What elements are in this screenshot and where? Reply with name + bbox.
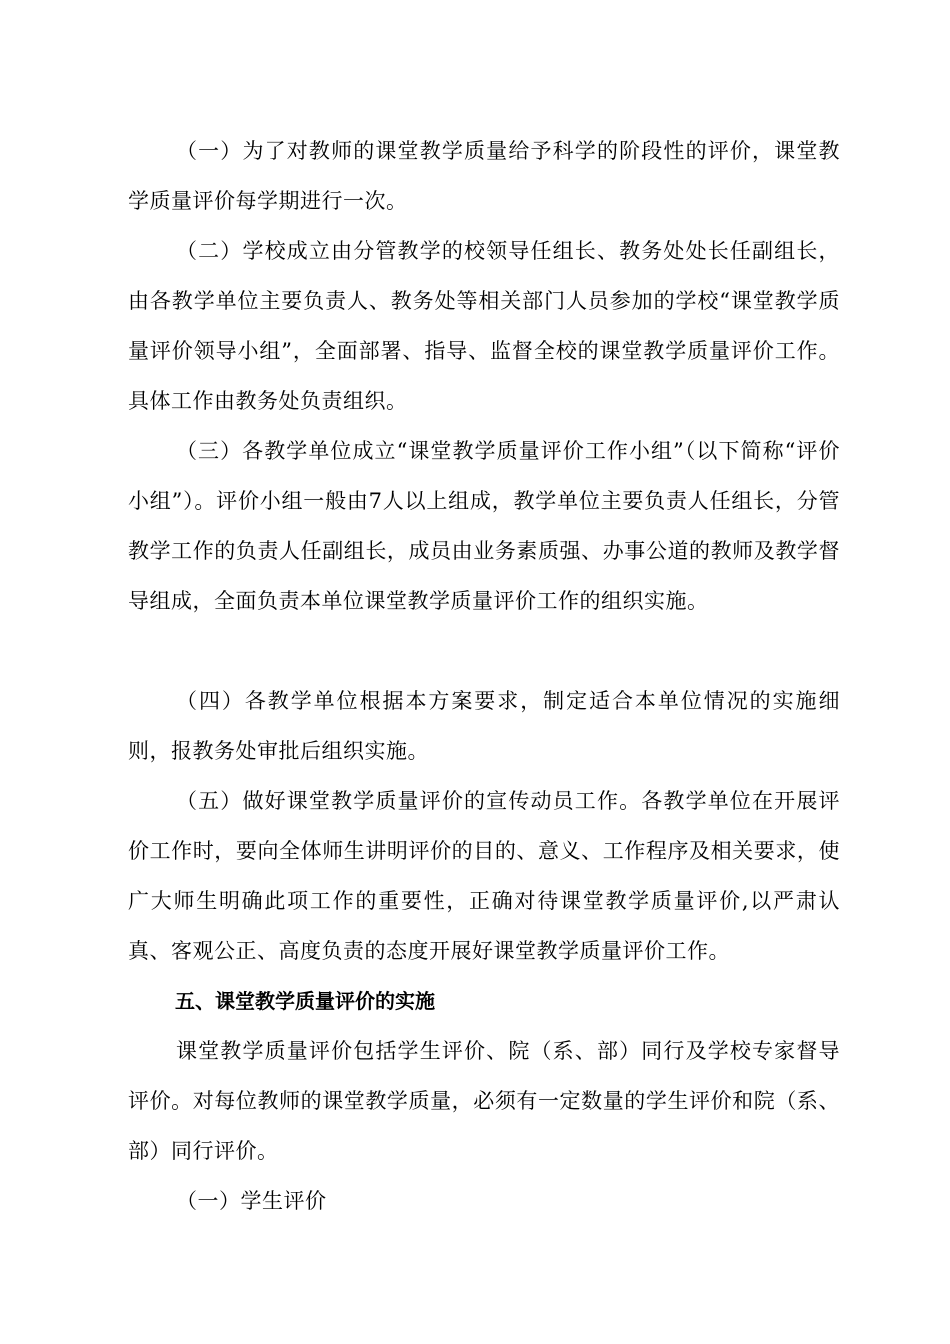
section-heading: 五、课堂教学质量评价的实施 <box>175 989 435 1013</box>
paragraph-1: （一）为了对教师的课堂教学质量给予科学的阶段性的评价，课堂教学质量评价每学期进行一次。 <box>128 139 840 213</box>
paragraph-4: （四）各教学单位根据本方案要求，制定适合本单位情况的实施细则，报教务处审批后组织实施。 <box>128 689 840 763</box>
section-paragraph-2: （一）学生评价 <box>176 1189 327 1213</box>
paragraph-3: （三）各教学单位成立“课堂教学质量评价工作小组”（以下简称“评价小组”）。评价小组一般由7人以上组成，教学单位主要负责人任组长，分管教学工作的负责人任副组长，成员由业务素质强、办事公道的教师及教学督导组成，全面负责本单位课堂教学质量评价工作的组织实施。 <box>128 439 840 613</box>
paragraph-5: （五）做好课堂教学质量评价的宣传动员工作。各教学单位在开展评价工作时，要向全体师生讲明评价的目的、意义、工作程序及相关要求，使广大师生明确此项工作的重要性，正确对待课堂教学质量评价,以严肃认真、客观公正、高度负责的态度开展好课堂教学质量评价工作。 <box>128 789 840 963</box>
section-paragraph-1: 课堂教学质量评价包括学生评价、院（系、部）同行及学校专家督导评价。对每位教师的课堂教学质量，必须有一定数量的学生评价和院（系、部）同行评价。 <box>128 1039 840 1163</box>
paragraph-2: （二）学校成立由分管教学的校领导任组长、教务处处长任副组长，由各教学单位主要负责人、教务处等相关部门人员参加的学校“课堂教学质量评价领导小组”，全面部署、指导、监督全校的课堂教学质量评价工作。具体工作由教务处负责组织。 <box>128 239 840 413</box>
